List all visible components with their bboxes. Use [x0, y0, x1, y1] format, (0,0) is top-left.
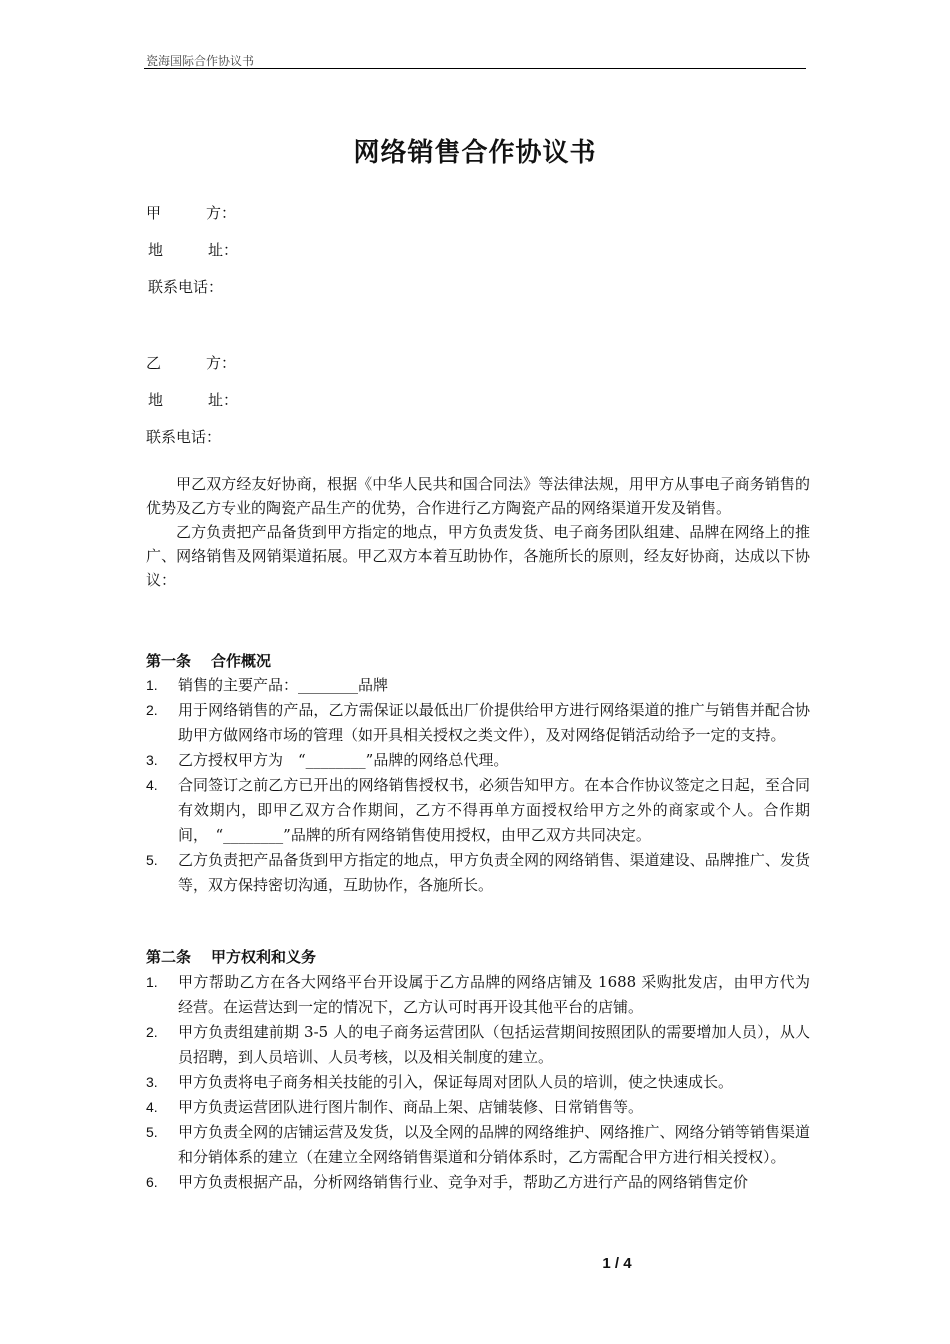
- list-item: [146, 970, 810, 1020]
- list-item: [146, 1070, 810, 1095]
- party-a-address-field: [148, 239, 238, 260]
- intro-paragraph: 乙方负责把产品备货到甲方指定的地点，甲方负责发货、电子商务团队组建、品牌在网络上的推广、网络销售及网销渠道拓展。甲乙双方本着互助协作，各施所长的原则，经友好协商，达成以下协议：: [146, 523, 810, 589]
- item-text: 甲方负责将电子商务相关技能的引入，保证每周对团队人员的培训，使之快速成长。: [178, 1073, 734, 1091]
- party-b-address-field: [148, 389, 238, 410]
- item-text: 甲方帮助乙方在各大网络平台开设属于乙方品牌的网络店铺及 1688 采购批发店，由甲方代为经营。在运营达到一定的情况下，乙方认可时再开设其他平台的店铺。: [178, 973, 810, 1016]
- header-divider: [144, 68, 806, 69]
- section-2-list: [146, 970, 810, 1195]
- item-number: 4.: [146, 1099, 158, 1115]
- section-1-heading: [146, 650, 271, 671]
- item-number: 3.: [146, 752, 158, 768]
- party-a-name-field: [146, 202, 236, 223]
- intro-text: [146, 472, 810, 592]
- section-1-list: [146, 673, 810, 898]
- section-title: 甲方权利和义务: [211, 948, 317, 966]
- list-item: [146, 698, 810, 748]
- party-a-phone-label: 联系电话：: [148, 278, 224, 296]
- section-2-heading: [146, 946, 316, 967]
- party-b-name-field: [146, 352, 236, 373]
- party-a-phone-field: [148, 276, 223, 297]
- item-number: 1.: [146, 677, 158, 693]
- document-title: 网络销售合作协议书: [353, 138, 597, 168]
- item-number: 2.: [146, 1024, 158, 1040]
- item-text: 甲方负责运营团队进行图片制作、商品上架、店铺装修、日常销售等。: [178, 1098, 644, 1116]
- running-header: 瓷海国际合作协议书: [146, 54, 255, 68]
- item-number: 3.: [146, 1074, 158, 1090]
- list-item: [146, 748, 810, 773]
- party-b-phone-label: 联系电话：: [146, 428, 222, 446]
- list-item: [146, 673, 810, 698]
- item-text: 用于网络销售的产品，乙方需保证以最低出厂价提供给甲方进行网络渠道的推广与销售并配合协助甲方做网络市场的管理（如开具相关授权之类文件），及对网络促销活动给予一定的支持。: [178, 701, 810, 744]
- item-text: 乙方负责把产品备货到甲方指定的地点，甲方负责全网的网络销售、渠道建设、品牌推广、发货等，双方保持密切沟通，互助协作，各施所长。: [178, 851, 810, 894]
- page-number: 1 / 4: [602, 1255, 632, 1272]
- section-number: 第一条: [146, 652, 192, 670]
- item-text: 甲方负责全网的店铺运营及发货，以及全网的品牌的网络维护、网络推广、网络分销等销售渠道和分销体系的建立（在建立全网络销售渠道和分销体系时，乙方需配合甲方进行相关授权）。: [178, 1123, 810, 1166]
- item-text: 合同签订之前乙方已开出的网络销售授权书，必须告知甲方。在本合作协议签定之日起，至合同有效期内，即甲乙双方合作期间，乙方不得再单方面授权给甲方之外的商家或个人。合作期间， “________”品牌的所有网络销售使用授权，由甲乙双方共同决定。: [178, 776, 810, 844]
- item-text: 甲方负责组建前期 3-5 人的电子商务运营团队（包括运营期间按照团队的需要增加人员），从人员招聘，到人员培训、人员考核，以及相关制度的建立。: [178, 1023, 810, 1066]
- party-b-name-label: 乙 方：: [146, 354, 237, 372]
- list-item: [146, 1170, 810, 1195]
- party-b-phone-field: [146, 426, 221, 447]
- party-a-name-label: 甲 方：: [146, 204, 237, 222]
- intro-paragraph: 甲乙双方经友好协商，根据《中华人民共和国合同法》等法律法规，用甲方从事电子商务销售的优势及乙方专业的陶瓷产品生产的优势，合作进行乙方陶瓷产品的网络渠道开发及销售。: [146, 475, 810, 517]
- item-number: 5.: [146, 852, 158, 868]
- party-b-address-label: 地 址：: [148, 391, 239, 409]
- item-text: 销售的主要产品：________品牌: [178, 676, 389, 694]
- section-title: 合作概况: [211, 652, 272, 670]
- section-number: 第二条: [146, 948, 192, 966]
- list-item: [146, 1120, 810, 1170]
- list-item: [146, 848, 810, 898]
- item-number: 2.: [146, 702, 158, 718]
- item-number: 5.: [146, 1124, 158, 1140]
- list-item: [146, 1020, 810, 1070]
- list-item: [146, 1095, 810, 1120]
- item-number: 4.: [146, 777, 158, 793]
- item-text: 甲方负责根据产品，分析网络销售行业、竞争对手，帮助乙方进行产品的网络销售定价: [178, 1173, 749, 1191]
- party-a-address-label: 地 址：: [148, 241, 239, 259]
- item-text: 乙方授权甲方为 “________”品牌的网络总代理。: [178, 751, 509, 769]
- list-item: [146, 773, 810, 848]
- item-number: 1.: [146, 974, 158, 990]
- item-number: 6.: [146, 1174, 158, 1190]
